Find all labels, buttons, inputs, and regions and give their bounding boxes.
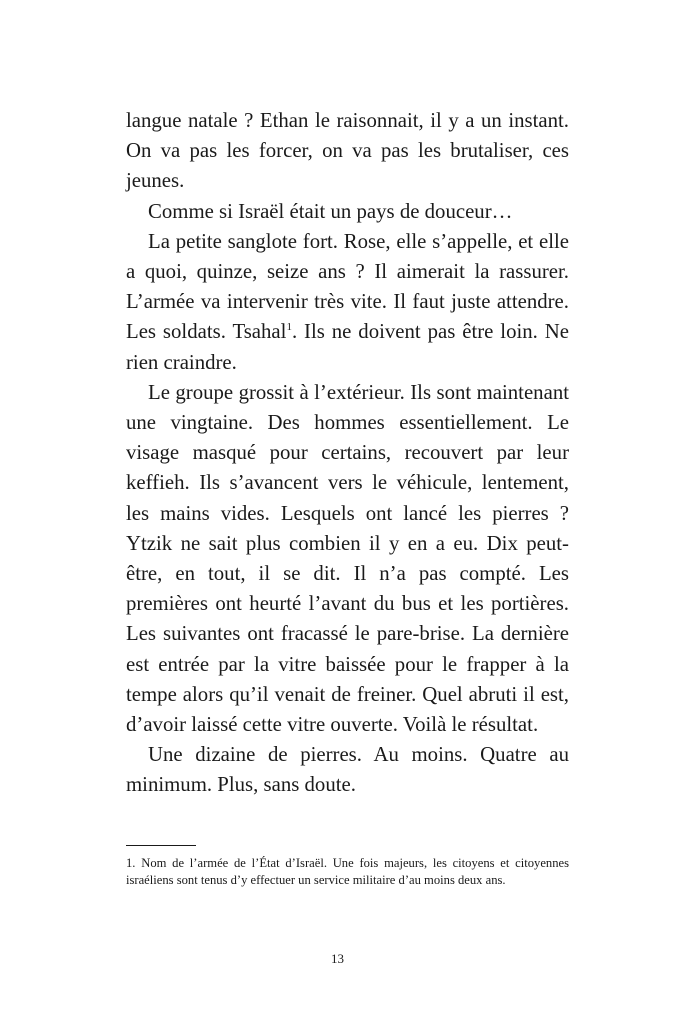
footnote bbox=[126, 855, 569, 889]
paragraph-1: langue natale ? Ethan le raisonnait, il y a un instant. On va pas les forcer, on va pas les brutaliser, ces jeunes. bbox=[126, 109, 569, 193]
paragraph-2: Comme si Israël était un pays de douceur… bbox=[148, 199, 513, 223]
footnote-divider bbox=[126, 845, 196, 846]
paragraph-3 bbox=[126, 227, 569, 378]
paragraph-4: Le groupe grossit à l’extérieur. Ils sont maintenant une vingtaine. Des hommes essentiellement. Le visage masqué pour certains, recouvert par leur keffieh. Ils s’avancent vers le véhicule, lentement, les mains vides. Lesquels ont lancé les pierres ? Ytzik ne sait plus combien il y en a eu. Dix peut-être, en tout, il se dit. Il n’a pas compté. Les premières ont heurté l’avant du bus et les portières. Les suivantes ont fracassé le pare-brise. La dernière est entrée par la vitre baissée pour le frapper à la tempe alors qu’il venait de freiner. Quel abruti il est, d’avoir laissé cette vitre ouverte. Voilà le résultat. bbox=[126, 380, 569, 737]
footnote-number: 1. bbox=[126, 856, 136, 870]
page-number: 13 bbox=[331, 951, 344, 966]
page-body bbox=[126, 106, 569, 801]
footnote-text: Nom de l’armée de l’État d’Israël. Une fois majeurs, les citoyens et citoyennes israéliens sont tenus d’y effectuer un service militaire d’au moins deux ans. bbox=[126, 856, 570, 888]
paragraph-5: Une dizaine de pierres. Au moins. Quatre au minimum. Plus, sans doute. bbox=[126, 743, 569, 797]
paragraph-3-text-after: . Ils ne doivent pas être loin. Ne rien craindre. bbox=[126, 320, 569, 374]
footnote-reference: 1 bbox=[286, 320, 292, 333]
paragraph-3-text-before: La petite sanglote fort. Rose, elle s’appelle, et elle a quoi, quinze, seize ans ? Il aimerait la rassurer. L’armée va intervenir très vite. Il faut juste attendre. Les soldats. Tsahal bbox=[126, 229, 569, 344]
